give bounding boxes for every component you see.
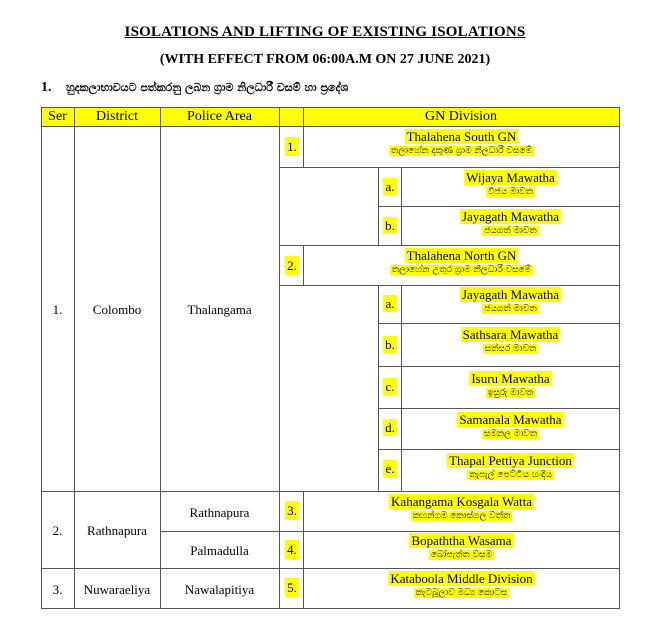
table-rule xyxy=(279,107,280,609)
sub-name: Isuru Mawatha xyxy=(471,371,550,386)
gn-name: Kahangama Kosgala Watta xyxy=(391,494,532,509)
table-rule xyxy=(160,531,619,532)
table-rule xyxy=(41,568,619,569)
table-rule xyxy=(378,323,619,324)
sub-name-sinhala: සමනල මාවත xyxy=(483,429,538,439)
gn-division-entry xyxy=(304,571,619,600)
sub-entry xyxy=(402,287,619,316)
district-cell: Nuwaraeliya xyxy=(83,582,151,597)
division-number: 3. xyxy=(285,501,299,520)
gn-division-entry xyxy=(304,533,619,562)
sub-name-sinhala: විජය මාවත xyxy=(487,187,534,197)
document-subtitle: (WITH EFFECT FROM 06:00A.M ON 27 JUNE 2021) xyxy=(159,52,491,67)
sub-letter: a. xyxy=(383,178,397,195)
table-rule xyxy=(279,285,619,286)
sub-entry xyxy=(402,170,619,199)
gn-name-sinhala: තලාහේන දකුණ ග්‍රාම නිලධාරී වසමේ xyxy=(390,146,533,156)
gn-name-sinhala: කහන්ගම කොස්ගල වත්ත xyxy=(412,511,511,521)
sub-name: Sathsara Mawatha xyxy=(462,327,559,342)
gn-name-sinhala: බෝපැත්ත වසම xyxy=(430,550,493,560)
table-rule xyxy=(378,366,619,367)
header-fill xyxy=(279,107,303,126)
sub-name: Jayagath Mawatha xyxy=(461,287,560,302)
ser-cell: 3. xyxy=(52,582,63,597)
sub-entry xyxy=(402,412,619,441)
sub-letter: b. xyxy=(383,217,397,234)
section-number: 1. xyxy=(41,80,52,95)
sub-name: Wijaya Mawatha xyxy=(466,170,555,185)
division-number: 5. xyxy=(285,578,299,597)
sub-name-sinhala: ජයගත් මාවත xyxy=(484,226,537,236)
division-number: 4. xyxy=(285,540,299,559)
sub-letter: c. xyxy=(383,378,397,395)
division-number: 1. xyxy=(285,137,299,156)
sub-name: Samanala Mawatha xyxy=(459,412,562,427)
table-rule xyxy=(41,126,619,127)
sub-letter: a. xyxy=(383,295,397,312)
document-title: ISOLATIONS AND LIFTING OF EXISTING ISOLATIONS xyxy=(124,24,526,40)
sub-letter: d. xyxy=(383,419,397,436)
table-rule xyxy=(378,449,619,450)
section-heading: හුදකලාභාවයට පත්කරනු ලබන ග්‍රාම නිලධාරී වසම් හා ප්‍රදේශ xyxy=(66,81,349,94)
table-rule xyxy=(619,107,620,609)
sub-name-sinhala: සත්සර මාවත xyxy=(484,344,537,354)
sub-entry xyxy=(402,371,619,400)
division-number: 2. xyxy=(285,256,299,275)
gn-name: Thalahena South GN xyxy=(406,129,517,144)
police-area-cell: Nawalapitiya xyxy=(184,582,255,597)
sub-entry xyxy=(402,209,619,238)
table-rule xyxy=(378,206,619,207)
district-cell: Colombo xyxy=(92,302,142,317)
gn-division-entry xyxy=(304,494,619,523)
header-district: District xyxy=(96,109,138,124)
sub-entry xyxy=(402,453,619,482)
table-rule xyxy=(279,245,619,246)
table-rule xyxy=(41,608,619,609)
ser-cell: 1. xyxy=(52,302,63,317)
police-area-cell: Thalangama xyxy=(187,302,252,317)
header-ser: Ser xyxy=(48,109,67,124)
table-rule xyxy=(378,408,619,409)
gn-name: Kataboola Middle Division xyxy=(390,571,533,586)
header-police-area: Police Area xyxy=(187,109,252,124)
table-rule xyxy=(378,285,379,491)
sub-letter: e. xyxy=(383,460,397,477)
sub-name-sinhala: ජයගත් මාවත xyxy=(484,304,537,314)
gn-division-entry xyxy=(304,248,619,277)
sub-letter: b. xyxy=(383,336,397,353)
sub-entry xyxy=(402,327,619,356)
sub-name: Thapal Pettiya Junction xyxy=(449,453,572,468)
gn-name: Thalahena North GN xyxy=(406,248,517,263)
table-rule xyxy=(160,107,161,609)
sub-name-sinhala: තැපැල් පෙට්ටිය හංදිය xyxy=(469,470,552,480)
police-area-cell: Rathnapura xyxy=(189,505,250,520)
gn-name: Bopaththa Wasama xyxy=(411,533,512,548)
ser-cell: 2. xyxy=(52,523,63,538)
sub-name: Jayagath Mawatha xyxy=(461,209,560,224)
table-rule xyxy=(378,167,379,245)
sub-name-sinhala: ඉසුරු මාවත xyxy=(487,388,534,398)
gn-division-entry xyxy=(304,129,619,158)
table-rule xyxy=(279,167,619,168)
header-gn-division: GN Division xyxy=(425,109,497,124)
gn-name-sinhala: කැටබූලාව මධ්‍ය කොටස xyxy=(415,588,508,598)
police-area-cell: Palmadulla xyxy=(190,543,249,558)
table-rule xyxy=(41,491,619,492)
district-cell: Rathnapura xyxy=(87,523,147,538)
gn-name-sinhala: තලාහේන උතුර ග්‍රාම නිලධාරී වසමේ xyxy=(391,265,532,275)
